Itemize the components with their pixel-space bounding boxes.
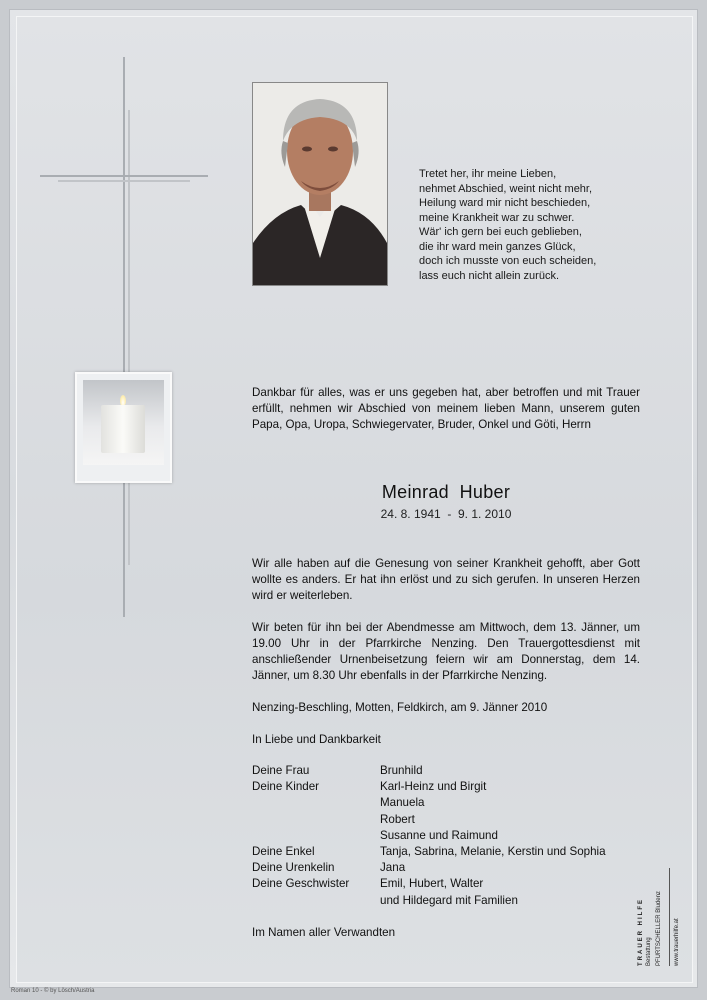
relative-row (252, 763, 652, 779)
poem-line: nehmet Abschied, weint nicht mehr, (419, 182, 593, 195)
relative-label: Deine Kinder (252, 780, 320, 794)
relative-label: Deine Frau (252, 764, 310, 777)
relative-label: Deine Geschwister (252, 877, 350, 891)
relatives-list (252, 763, 652, 909)
relative-label: Deine Enkel (252, 845, 315, 859)
relative-row (252, 812, 652, 828)
closing-line: Im Namen aller Verwandten (252, 926, 396, 939)
relative-names: Susanne und Raimund (380, 828, 498, 842)
poem-line: die ihr ward mein ganzes Glück, (419, 240, 576, 253)
footer-credit: Roman 10 - © by Lösch/Austria (11, 988, 95, 994)
portrait-photo (252, 82, 388, 286)
relative-names: Karl-Heinz und Birgit (380, 780, 487, 794)
relative-label: Deine Urenkelin (252, 861, 335, 875)
relative-names: Emil, Hubert, Walter (380, 877, 484, 891)
greeting: In Liebe und Dankbarkeit (252, 733, 381, 746)
poem-line: meine Krankheit war zu schwer. (419, 211, 575, 224)
paragraph-service: Wir beten für ihn bei der Abendmesse am Mittwoch, dem 13. Jänner, um 19.00 Uhr in der Pfarrkirche Nenzing. Den Trauergottesdienst mit anschließender Urnenbeisetzung feiern wir am Donnerstag, dem 14. Jänner, um 8.30 Uhr ebenfalls in der Pfarrkirche Nenzing. (252, 621, 640, 682)
relative-names: Brunhild (380, 764, 423, 777)
poem-line: Tretet her, ihr meine Lieben, (419, 168, 557, 180)
brand-line-2: PFURTSCHELLER Bludenz (656, 891, 662, 966)
candle-icon (101, 405, 145, 453)
relative-names: Robert (380, 812, 415, 826)
relative-names: Tanja, Sabrina, Melanie, Kerstin und Sophia (380, 845, 606, 859)
brand-website: www.trauerhilfe.at (674, 918, 680, 966)
relative-row (252, 828, 652, 844)
relative-label (252, 795, 380, 811)
poem-line: lass euch nicht allein zurück. (419, 269, 560, 282)
relative-row (252, 795, 652, 811)
cross-vertical-line-2 (128, 110, 130, 565)
relative-names: Jana (380, 861, 406, 875)
cross-horizontal-line-2 (58, 180, 190, 182)
place-date: Nenzing-Beschling, Motten, Feldkirch, am 9. Jänner 2010 (252, 701, 548, 714)
brand-divider (669, 868, 670, 966)
poem-line: Wär' ich gern bei euch geblieben, (419, 226, 582, 238)
cross-vertical-line (123, 57, 125, 617)
relative-label (252, 812, 380, 828)
intro-text: Dankbar für alles, was er uns gegeben hat, aber betroffen und mit Trauer erfüllt, nehmen wir Abschied von meinem lieben Mann, unserem guten Papa, Opa, Uropa, Schwiegervater, Bruder, Onkel und Göti, Herrn (252, 386, 640, 431)
relative-names: Manuela (380, 796, 425, 810)
relative-row (252, 844, 652, 860)
poem (419, 167, 659, 283)
cross-horizontal-line (40, 175, 208, 177)
funeral-home-logo (636, 862, 684, 972)
relative-names: und Hildegard mit Familien (380, 893, 518, 907)
relative-row (252, 893, 652, 909)
deceased-name: Meinrad Huber (381, 482, 511, 502)
relative-row (252, 876, 652, 892)
poem-line: doch ich musste von euch scheiden, (419, 255, 597, 267)
candle-image (75, 372, 172, 483)
relative-row (252, 860, 652, 876)
deceased-dates: 24. 8. 1941 - 9. 1. 2010 (380, 507, 512, 521)
brand-name: TRAUER HILFE (638, 898, 644, 966)
paragraph-hope: Wir alle haben auf die Genesung von seiner Krankheit gehofft, aber Gott wollte es anders. Er hat ihn erlöst und zu sich gerufen. In unseren Herzen wird er weiterleben. (252, 557, 640, 602)
brand-line-1: Bestattung (646, 937, 652, 966)
poem-line: Heilung ward mir nicht beschieden, (419, 197, 591, 209)
relative-label (252, 828, 380, 844)
relative-row (252, 779, 652, 795)
relative-label (252, 893, 380, 909)
